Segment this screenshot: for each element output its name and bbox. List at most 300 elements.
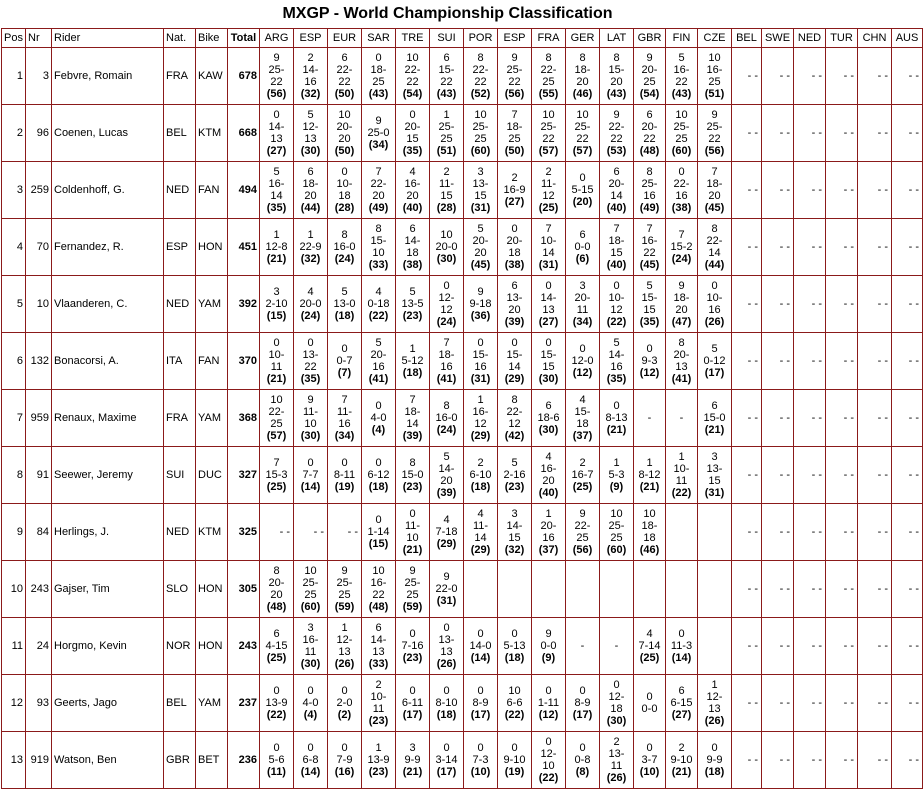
table-row[interactable]	[2, 732, 923, 789]
gp-line: 22	[508, 76, 521, 88]
gp-result-cell	[532, 219, 566, 276]
nationality-cell: NED	[164, 276, 196, 333]
gp-result-cell	[566, 48, 600, 105]
bike-cell: HON	[196, 618, 228, 675]
gp-line: 13-0	[333, 298, 356, 310]
gp-result-cell	[464, 333, 498, 390]
total-points: 325	[228, 504, 260, 561]
gp-line: - -	[779, 127, 790, 139]
gp-line: 0	[511, 223, 518, 235]
col-header-gp[interactable]: CHN	[858, 29, 892, 48]
gp-line: 13	[440, 646, 453, 658]
gp-result-cell	[794, 276, 826, 333]
gp-line: 16-	[706, 64, 723, 76]
gp-line: 18	[610, 703, 623, 715]
gp-line: 25-	[706, 121, 723, 133]
gp-line: 0	[307, 457, 314, 469]
gp-points: (15)	[266, 310, 287, 322]
gp-result-cell	[328, 561, 362, 618]
gp-points: (43)	[671, 88, 692, 100]
gp-result-cell	[634, 447, 666, 504]
gp-line: 18-	[370, 64, 387, 76]
gp-line: 10	[610, 508, 623, 520]
gp-result-cell	[260, 333, 294, 390]
gp-result-cell	[762, 504, 794, 561]
gp-line: 10	[708, 52, 721, 64]
gp-line: 14-	[608, 349, 625, 361]
gp-points: (56)	[704, 145, 725, 157]
gp-points: (37)	[572, 430, 593, 442]
col-header-gp[interactable]: SWE	[762, 29, 794, 48]
gp-result-cell	[294, 675, 328, 732]
table-row[interactable]	[2, 105, 923, 162]
table-row[interactable]	[2, 276, 923, 333]
gp-line: 8	[375, 223, 382, 235]
gp-line: 5	[711, 343, 718, 355]
gp-line: 0	[511, 337, 518, 349]
gp-line: - -	[811, 697, 822, 709]
gp-line: - -	[908, 127, 919, 139]
nr-cell: 70	[26, 219, 52, 276]
gp-points: (35)	[300, 373, 321, 385]
gp-line: 5	[307, 109, 314, 121]
gp-result-cell	[666, 675, 698, 732]
gp-line: 20-	[268, 577, 285, 589]
gp-result-cell	[732, 48, 762, 105]
pos-cell: 11	[2, 618, 26, 675]
gp-result-cell	[762, 333, 794, 390]
gp-line: 11-	[438, 178, 455, 190]
gp-line: 14-	[506, 520, 523, 532]
gp-line: 3	[477, 166, 484, 178]
gp-points: (21)	[266, 253, 287, 265]
gp-result-cell	[892, 675, 923, 732]
gp-line: 5	[678, 52, 685, 64]
gp-result-cell	[328, 105, 362, 162]
gp-points: (56)	[266, 88, 287, 100]
gp-line: 10	[440, 229, 453, 241]
gp-points: (60)	[606, 544, 627, 556]
gp-line: 3-7	[641, 754, 658, 766]
gp-line: 8-13	[605, 412, 628, 424]
gp-line: - -	[843, 241, 854, 253]
gp-result-cell	[566, 162, 600, 219]
gp-line: 15-0	[401, 469, 424, 481]
gp-points: (14)	[300, 766, 321, 778]
gp-line: - -	[747, 127, 758, 139]
gp-result-cell	[826, 48, 858, 105]
gp-line: 18	[338, 190, 351, 202]
gp-result-cell	[396, 219, 430, 276]
gp-result-cell	[698, 105, 732, 162]
gp-line: 25-	[336, 577, 353, 589]
gp-result-cell	[464, 618, 498, 675]
nationality-cell: FRA	[164, 390, 196, 447]
gp-result-cell	[498, 504, 532, 561]
bike-cell: FAN	[196, 333, 228, 390]
gp-result-cell	[328, 276, 362, 333]
gp-line: 16-0	[333, 241, 356, 253]
gp-result-cell	[732, 675, 762, 732]
gp-points: (38)	[671, 202, 692, 214]
col-header-rider[interactable]: Rider	[52, 29, 164, 48]
gp-line: 16-	[404, 178, 421, 190]
gp-points: (33)	[368, 259, 389, 271]
gp-line: - -	[843, 412, 854, 424]
col-header-total[interactable]: Total	[228, 29, 260, 48]
gp-result-cell	[634, 732, 666, 789]
gp-line: 4-0	[302, 697, 319, 709]
gp-line: 11-	[302, 406, 319, 418]
gp-result-cell	[396, 162, 430, 219]
col-header-gp[interactable]: ESP	[498, 29, 532, 48]
gp-points: (22)	[671, 487, 692, 499]
gp-points: (36)	[470, 310, 491, 322]
gp-line: - -	[747, 298, 758, 310]
gp-line: - -	[811, 754, 822, 766]
table-row[interactable]	[2, 48, 923, 105]
table-row[interactable]	[2, 675, 923, 732]
gp-points: (28)	[436, 202, 457, 214]
table-row[interactable]	[2, 447, 923, 504]
col-header-gp[interactable]: SAR	[362, 29, 396, 48]
gp-result-cell	[732, 390, 762, 447]
col-header-gp[interactable]: BEL	[732, 29, 762, 48]
gp-result-cell	[634, 561, 666, 618]
gp-result-cell	[762, 390, 794, 447]
gp-result-cell	[396, 276, 430, 333]
gp-line: - -	[747, 583, 758, 595]
gp-result-cell	[794, 732, 826, 789]
gp-line: 8	[409, 457, 416, 469]
col-header-gp[interactable]: SUI	[430, 29, 464, 48]
gp-line: 15-	[608, 64, 625, 76]
col-header-gp[interactable]: GBR	[634, 29, 666, 48]
gp-line: 11	[675, 475, 688, 487]
gp-line: 0	[307, 685, 314, 697]
nationality-cell: BEL	[164, 105, 196, 162]
rider-name: Bonacorsi, A.	[52, 333, 164, 390]
gp-result-cell	[892, 105, 923, 162]
col-header-nr[interactable]: Nr	[26, 29, 52, 48]
nr-cell: 959	[26, 390, 52, 447]
gp-line: - -	[779, 697, 790, 709]
gp-line: - -	[843, 127, 854, 139]
gp-result-cell	[698, 675, 732, 732]
nationality-cell: NOR	[164, 618, 196, 675]
gp-points: (18)	[470, 481, 491, 493]
table-row[interactable]	[2, 162, 923, 219]
gp-result-cell	[464, 276, 498, 333]
gp-line: 9	[545, 628, 552, 640]
col-header-gp[interactable]: FRA	[532, 29, 566, 48]
col-header-gp[interactable]: CZE	[698, 29, 732, 48]
gp-line: 15	[508, 532, 521, 544]
col-header-gp[interactable]: POR	[464, 29, 498, 48]
gp-result-cell	[794, 390, 826, 447]
gp-points: (31)	[436, 595, 457, 607]
gp-line: 10	[406, 52, 419, 64]
gp-result-cell	[430, 675, 464, 732]
gp-line: - -	[908, 469, 919, 481]
gp-result-cell	[532, 48, 566, 105]
gp-line: 13-	[438, 634, 455, 646]
gp-result-cell	[566, 618, 600, 675]
gp-line: 6	[545, 400, 552, 412]
col-header-gp[interactable]: TUR	[826, 29, 858, 48]
gp-result-cell	[396, 48, 430, 105]
nationality-cell: SLO	[164, 561, 196, 618]
col-header-nat[interactable]: Nat.	[164, 29, 196, 48]
gp-result-cell	[732, 732, 762, 789]
gp-result-cell	[892, 618, 923, 675]
gp-points: (37)	[538, 544, 559, 556]
col-header-gp[interactable]: ARG	[260, 29, 294, 48]
gp-points: (11)	[267, 766, 286, 778]
gp-line: 15-	[641, 292, 658, 304]
gp-line: - -	[779, 70, 790, 82]
table-row[interactable]	[2, 333, 923, 390]
gp-line: 20-	[641, 64, 658, 76]
gp-line: 18-	[574, 64, 591, 76]
gp-points: (30)	[538, 373, 559, 385]
gp-result-cell	[362, 390, 396, 447]
gp-line: 12-0	[571, 355, 594, 367]
gp-result-cell	[396, 105, 430, 162]
nr-cell: 84	[26, 504, 52, 561]
bike-cell: YAM	[196, 276, 228, 333]
gp-result-cell	[634, 162, 666, 219]
gp-result-cell	[732, 105, 762, 162]
bike-cell: HON	[196, 561, 228, 618]
col-header-gp[interactable]: EUR	[328, 29, 362, 48]
gp-line: 4	[409, 166, 416, 178]
rider-name: Febvre, Romain	[52, 48, 164, 105]
gp-line: - -	[779, 469, 790, 481]
gp-result-cell	[430, 219, 464, 276]
pos-cell: 3	[2, 162, 26, 219]
gp-result-cell	[666, 162, 698, 219]
gp-result-cell	[634, 219, 666, 276]
gp-result-cell	[532, 447, 566, 504]
gp-line: 3-14	[435, 754, 458, 766]
gp-line: 10	[542, 109, 555, 121]
gp-result-cell	[532, 732, 566, 789]
gp-line: 3	[409, 742, 416, 754]
gp-result-cell	[794, 333, 826, 390]
nationality-cell: SUI	[164, 447, 196, 504]
table-row[interactable]	[2, 504, 923, 561]
gp-line: - -	[843, 583, 854, 595]
gp-line: 9	[273, 52, 280, 64]
gp-points: (26)	[334, 658, 355, 670]
gp-points: (59)	[334, 601, 355, 613]
gp-points: (23)	[402, 481, 423, 493]
gp-result-cell	[498, 162, 532, 219]
gp-result-cell	[498, 219, 532, 276]
gp-result-cell	[794, 48, 826, 105]
gp-points: (35)	[402, 145, 423, 157]
gp-line: 20	[708, 190, 721, 202]
col-header-gp[interactable]: GER	[566, 29, 600, 48]
gp-line: 4	[375, 286, 382, 298]
gp-line: 0	[613, 400, 620, 412]
gp-points: (29)	[470, 544, 491, 556]
gp-result-cell	[362, 105, 396, 162]
gp-result-cell	[260, 219, 294, 276]
gp-line: 16-	[302, 634, 319, 646]
gp-line: 3	[307, 622, 314, 634]
gp-result-cell	[430, 504, 464, 561]
gp-points: (48)	[639, 145, 660, 157]
gp-result-cell	[498, 447, 532, 504]
gp-line: 20-	[336, 121, 353, 133]
bike-cell: HON	[196, 219, 228, 276]
col-header-pos[interactable]: Pos	[2, 29, 26, 48]
gp-points: (40)	[606, 259, 627, 271]
gp-line: - -	[908, 298, 919, 310]
gp-line: 14-	[404, 235, 421, 247]
gp-points: (41)	[368, 373, 389, 385]
gp-line: 5-13	[503, 640, 526, 652]
col-header-gp[interactable]: FIN	[666, 29, 698, 48]
gp-result-cell	[666, 276, 698, 333]
gp-result-cell	[762, 105, 794, 162]
gp-result-cell	[328, 732, 362, 789]
gp-line: 8-11	[333, 469, 356, 481]
gp-result-cell	[794, 618, 826, 675]
gp-line: 20-	[370, 349, 387, 361]
gp-result-cell	[430, 333, 464, 390]
gp-points: (21)	[704, 424, 725, 436]
gp-result-cell	[634, 276, 666, 333]
bike-cell: BET	[196, 732, 228, 789]
gp-result-cell	[826, 618, 858, 675]
table-row[interactable]	[2, 618, 923, 675]
gp-result-cell	[892, 504, 923, 561]
gp-points: (7)	[337, 367, 352, 379]
gp-line: 11-	[540, 178, 557, 190]
gp-line: 16	[643, 190, 656, 202]
gp-result-cell	[294, 390, 328, 447]
gp-line: 15-	[370, 235, 387, 247]
gp-result-cell	[260, 48, 294, 105]
gp-line: 22-	[574, 520, 591, 532]
gp-line: - -	[811, 70, 822, 82]
gp-points: (17)	[402, 709, 423, 721]
gp-result-cell	[260, 504, 294, 561]
nr-cell: 259	[26, 162, 52, 219]
gp-line: - -	[279, 526, 290, 538]
gp-line: - -	[779, 412, 790, 424]
gp-result-cell	[600, 390, 634, 447]
gp-result-cell	[566, 732, 600, 789]
gp-line: 2	[443, 166, 450, 178]
nationality-cell: NED	[164, 504, 196, 561]
gp-line: 7	[613, 223, 620, 235]
gp-points: (23)	[402, 310, 423, 322]
nr-cell: 243	[26, 561, 52, 618]
gp-line: 20-	[608, 178, 625, 190]
gp-result-cell	[600, 276, 634, 333]
gp-line: 18	[508, 247, 521, 259]
gp-result-cell	[732, 447, 762, 504]
gp-result-cell	[362, 561, 396, 618]
gp-line: - -	[747, 241, 758, 253]
gp-line: 0	[545, 685, 552, 697]
gp-line: - -	[811, 355, 822, 367]
gp-line: -	[647, 412, 652, 424]
gp-points: (29)	[470, 430, 491, 442]
table-row[interactable]	[2, 390, 923, 447]
gp-line: - -	[877, 184, 888, 196]
gp-result-cell	[294, 333, 328, 390]
gp-line: 1	[678, 451, 685, 463]
table-row[interactable]	[2, 219, 923, 276]
gp-points: (43)	[606, 88, 627, 100]
gp-line: 25-	[472, 121, 489, 133]
col-header-gp[interactable]: TRE	[396, 29, 430, 48]
gp-line: 18-	[673, 292, 690, 304]
gp-line: - -	[908, 754, 919, 766]
gp-line: 22	[542, 133, 555, 145]
gp-result-cell	[362, 732, 396, 789]
gp-result-cell	[666, 390, 698, 447]
col-header-gp[interactable]: LAT	[600, 29, 634, 48]
gp-line: 20	[610, 76, 623, 88]
rider-name: Horgmo, Kevin	[52, 618, 164, 675]
gp-result-cell	[600, 675, 634, 732]
gp-line: 10	[270, 394, 283, 406]
table-row[interactable]	[2, 561, 923, 618]
gp-line: 16	[542, 532, 555, 544]
gp-result-cell	[464, 219, 498, 276]
gp-line: 9-9	[706, 754, 723, 766]
gp-points: (23)	[368, 715, 389, 727]
gp-line: - -	[877, 127, 888, 139]
gp-line: 20-	[472, 235, 489, 247]
gp-points: (46)	[572, 88, 593, 100]
gp-line: 25-	[438, 121, 455, 133]
gp-line: 15	[474, 190, 487, 202]
gp-line: 8	[613, 52, 620, 64]
gp-result-cell	[892, 276, 923, 333]
gp-result-cell	[328, 390, 362, 447]
gp-points: (24)	[436, 316, 457, 328]
col-header-gp[interactable]: ESP	[294, 29, 328, 48]
gp-points: (21)	[266, 373, 287, 385]
gp-line: 20	[372, 190, 385, 202]
gp-result-cell	[762, 219, 794, 276]
nationality-cell: BEL	[164, 675, 196, 732]
gp-line: 22-0	[435, 583, 458, 595]
gp-points: (57)	[538, 145, 559, 157]
gp-line: 22-	[404, 64, 421, 76]
gp-line: - -	[877, 241, 888, 253]
col-header-bike[interactable]: Bike	[196, 29, 228, 48]
gp-line: 20	[474, 247, 487, 259]
gp-line: 16	[610, 361, 623, 373]
col-header-gp[interactable]: NED	[794, 29, 826, 48]
nationality-cell: ESP	[164, 219, 196, 276]
gp-result-cell	[464, 105, 498, 162]
gp-line: - -	[811, 298, 822, 310]
gp-line: 25-	[574, 121, 591, 133]
gp-line: 0	[341, 166, 348, 178]
gp-line: 10	[338, 109, 351, 121]
col-header-gp[interactable]: AUS	[892, 29, 923, 48]
gp-result-cell	[362, 333, 396, 390]
